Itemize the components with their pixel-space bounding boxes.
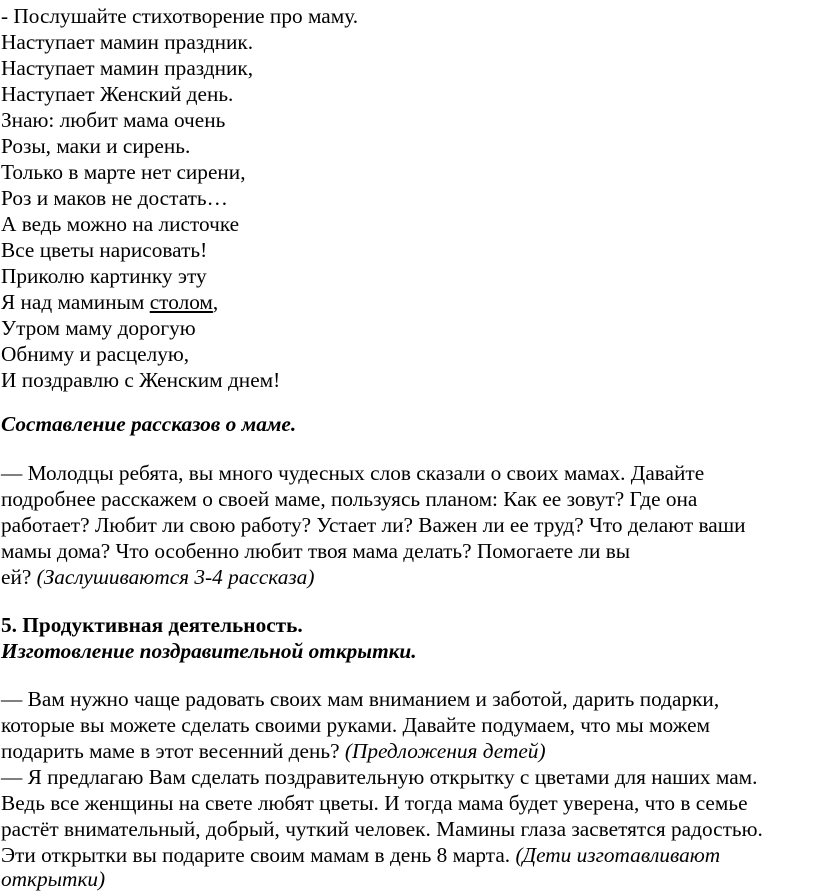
- activity-paragraph-note: (Предложения детей): [344, 739, 546, 763]
- stories-paragraph-last-line: [1, 564, 314, 590]
- stories-paragraph-line: подробнее расскажем о своей маме, пользуясь планом: Как ее зовут? Где она: [1, 487, 698, 511]
- poem-line: И поздравлю с Женским днем!: [1, 368, 281, 392]
- poem-line: Обниму и расцелую,: [1, 342, 190, 366]
- poem-line: Наступает мамин праздник,: [1, 56, 254, 80]
- activity-paragraph-line: растёт внимательный, добрый, чуткий человек. Мамины глаза засветятся радостью.: [1, 817, 763, 841]
- poem-line: Наступает мамин праздник.: [1, 30, 254, 54]
- activity-paragraph-line: — Я предлагаю Вам сделать поздравительную открытку с цветами для наших мам.: [1, 765, 758, 789]
- stories-last-text: ей?: [1, 565, 37, 589]
- poem-line-suffix: ,: [212, 290, 219, 314]
- stories-note: (Заслушиваются 3-4 рассказа): [36, 565, 315, 589]
- activity-paragraph-line: — Вам нужно чаще радовать своих мам вниманием и заботой, дарить подарки,: [1, 687, 720, 711]
- poem-line: А ведь можно на листочке: [1, 212, 240, 236]
- poem-line: Приколю картинку эту: [1, 264, 207, 288]
- activity-paragraph-line: которые вы можете сделать своими руками. Давайте подумаем, что мы можем: [1, 713, 710, 737]
- table-link[interactable]: столом: [149, 290, 213, 314]
- activity-paragraph-text: Эти открытки вы подарите своим мамам в день 8 марта.: [1, 843, 516, 867]
- activity-paragraph-line: Ведь все женщины на свете любят цветы. И тогда мама будет уверена, что в семье: [1, 791, 748, 815]
- poem-line: Утром маму дорогую: [1, 316, 196, 340]
- stories-paragraph-line: работает? Любит ли свою работу? Устает ли? Важен ли ее труд? Что делают ваши: [1, 513, 746, 537]
- activity-paragraph-note: (Дети изготавливают: [515, 843, 721, 867]
- activity-paragraph-final-note: открытки): [1, 867, 106, 891]
- activity-paragraph-last-line: [1, 738, 546, 764]
- poem-line: Роз и маков не достать…: [1, 186, 228, 210]
- activity-paragraph-text: подарить маме в этот весенний день?: [1, 739, 345, 763]
- poem-line-with-link: [1, 289, 218, 315]
- stories-heading: Составление рассказов о маме.: [1, 412, 297, 436]
- stories-paragraph-line: мамы дома? Что особенно любит твоя мама делать? Помогаете ли вы: [1, 539, 631, 563]
- poem-line: Наступает Женский день.: [1, 82, 234, 106]
- poem-line: Только в марте нет сирени,: [1, 160, 246, 184]
- stories-paragraph-line: — Молодцы ребята, вы много чудесных слов сказали о своих мамах. Давайте: [1, 461, 705, 485]
- poem-line: Знаю: любит мама очень: [1, 108, 226, 132]
- activity-heading: 5. Продуктивная деятельность.: [1, 613, 303, 637]
- poem-line: Все цветы нарисовать!: [1, 238, 208, 262]
- activity-subheading: Изготовление поздравительной открытки.: [1, 639, 417, 663]
- poem-line-prefix: Я над маминым: [1, 290, 150, 314]
- poem-intro: - Послушайте стихотворение про маму.: [1, 4, 359, 28]
- poem-line: Розы, маки и сирень.: [1, 134, 191, 158]
- activity-paragraph-last-line: [1, 842, 720, 868]
